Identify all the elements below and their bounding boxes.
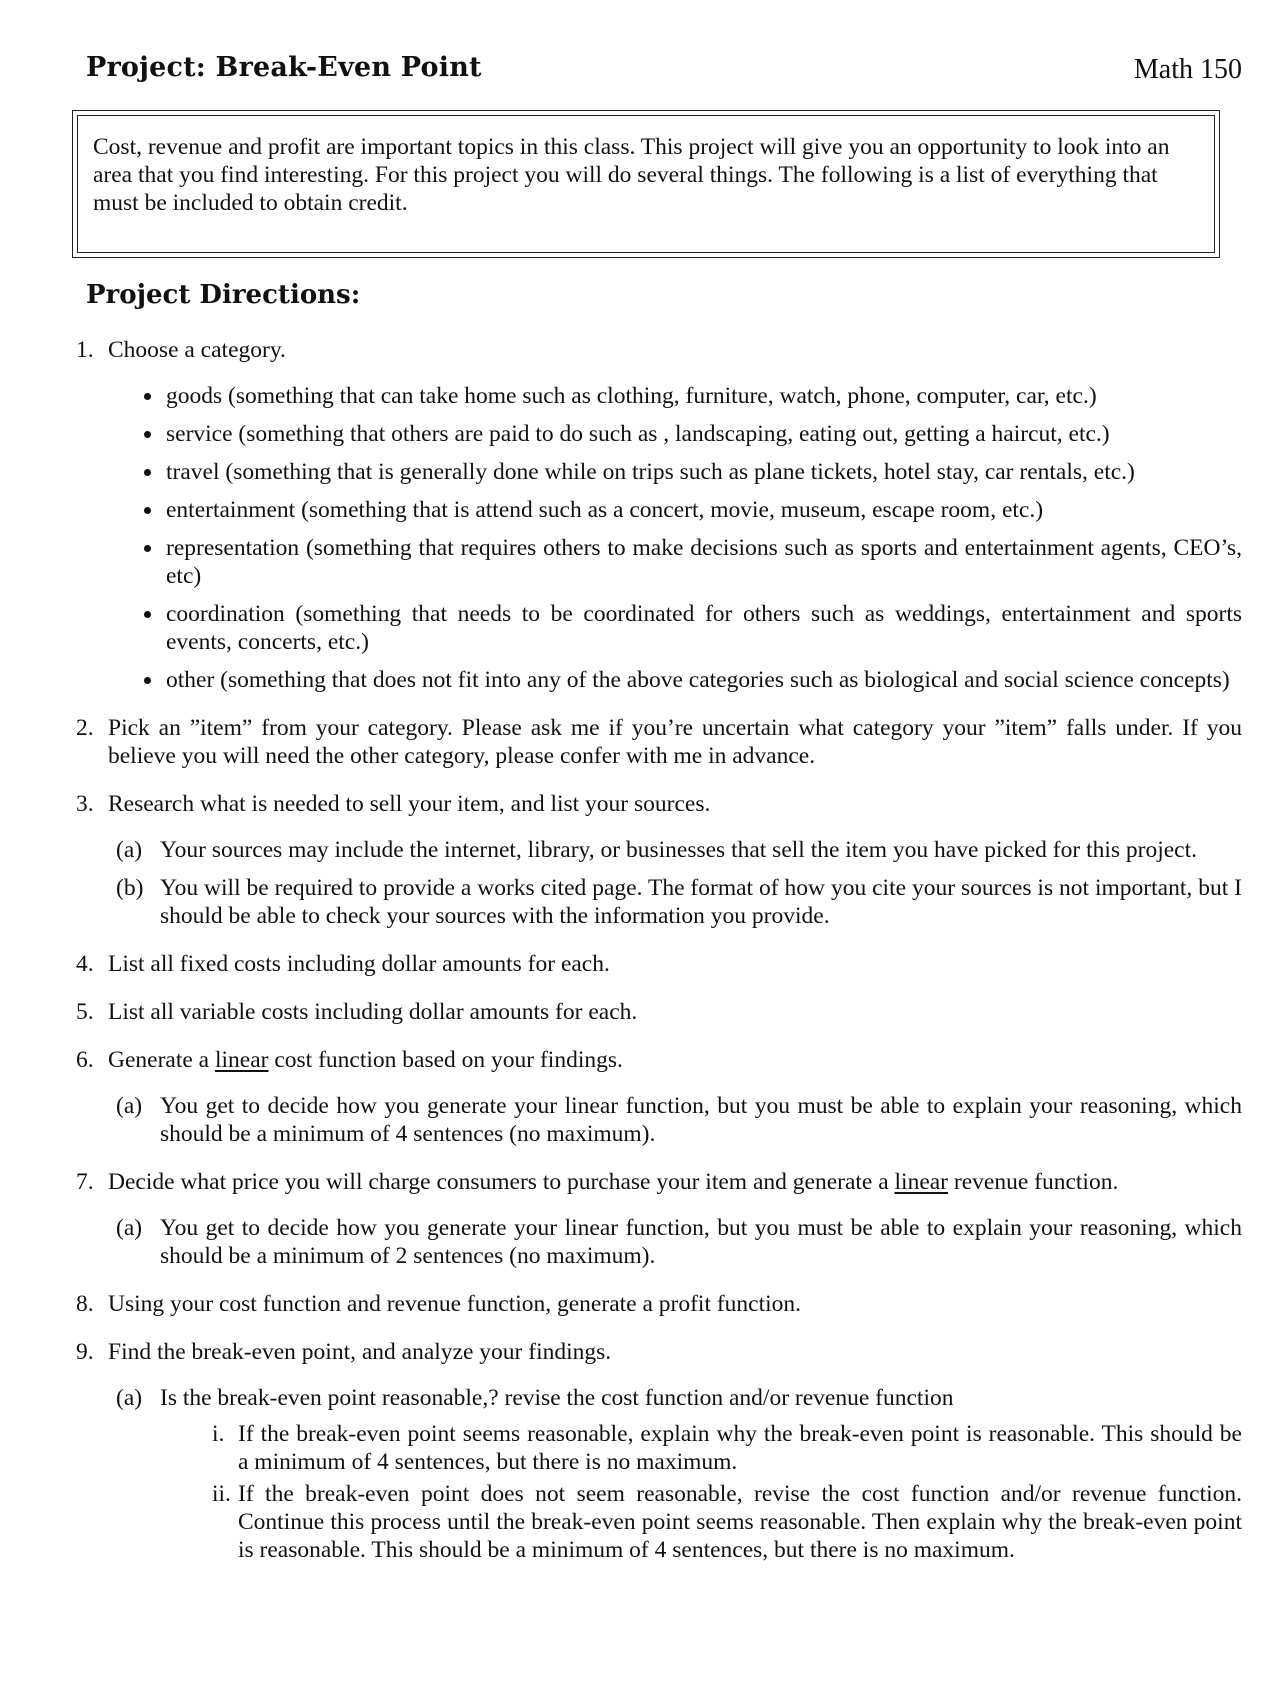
category-travel	[138, 458, 1242, 486]
bullet-text: goods (something that can take home such as clothing, furniture, watch, phone, computer, car, etc.)	[166, 383, 1097, 409]
step-text-after: cost function based on your findings.	[274, 1047, 623, 1073]
bullet-icon	[144, 677, 151, 684]
step-2	[76, 714, 1242, 770]
sub-list	[108, 1384, 1242, 1564]
step-4	[76, 950, 1242, 978]
category-list	[108, 382, 1242, 694]
underlined-word: linear	[894, 1169, 949, 1195]
category-representation	[138, 534, 1242, 590]
step-3	[76, 790, 1242, 930]
sub-text: You will be required to provide a works cited page. The format of how you cite your sources is not important, but I should be able to check your sources with the information you provide.	[160, 875, 1242, 929]
step-text-after: revenue function.	[953, 1169, 1119, 1195]
sub-list	[108, 836, 1242, 930]
step-number: 3.	[76, 791, 94, 817]
step-9	[76, 1338, 1242, 1564]
step-8	[76, 1290, 1242, 1318]
roman-label: i.	[212, 1421, 225, 1447]
underlined-word: linear	[214, 1047, 269, 1073]
bullet-text: travel (something that is generally done while on trips such as plane tickets, hotel stay, car rentals, etc.)	[166, 459, 1135, 485]
step-text	[108, 1168, 1242, 1196]
intro-text: Cost, revenue and profit are important topics in this class. This project will give you an opportunity to look into an area that you find interesting. For this project you will do several things. The following is a list of everything that must be included to obtain credit.	[93, 134, 1170, 216]
sub-item	[108, 836, 1242, 864]
step-number: 6.	[76, 1047, 94, 1073]
sub-item	[108, 874, 1242, 930]
step-number: 7.	[76, 1169, 94, 1195]
step-text: Research what is needed to sell your item, and list your sources.	[108, 791, 711, 817]
step-text-before: Decide what price you will charge consumers to purchase your item and generate a	[108, 1169, 889, 1195]
step-number: 8.	[76, 1291, 94, 1317]
page-header	[86, 52, 1242, 92]
bullet-text: entertainment (something that is attend such as a concert, movie, museum, escape room, etc.)	[166, 497, 1044, 523]
sub-label: (a)	[116, 1215, 143, 1241]
category-entertainment	[138, 496, 1242, 524]
sub-label: (a)	[116, 837, 143, 863]
bullet-text: coordination (something that needs to be coordinated for others such as weddings, entertainment and sports events, concerts, etc.)	[166, 601, 1242, 655]
step-number: 5.	[76, 999, 94, 1025]
sub-text: Is the break-even point reasonable,? revise the cost function and/or revenue function	[160, 1385, 954, 1411]
step-7	[76, 1168, 1242, 1270]
step-text: Using your cost function and revenue function, generate a profit function.	[108, 1291, 802, 1317]
roman-text: If the break-even point does not seem reasonable, revise the cost function and/or revenue function. Continue this process until the break-even point seems reasonable. Then explain why the break-even point is reasonable. This should be a minimum of 4 sentences, but there is no maximum.	[238, 1481, 1242, 1563]
category-other	[138, 666, 1242, 694]
sub-item	[108, 1092, 1242, 1148]
step-text: Choose a category.	[108, 337, 286, 363]
directions-list	[76, 336, 1242, 1584]
sub-text: You get to decide how you generate your linear function, but you must be able to explain your reasoning, which should be a minimum of 4 sentences (no maximum).	[160, 1093, 1242, 1147]
bullet-text: service (something that others are paid to do such as , landscaping, eating out, getting a haircut, etc.)	[166, 421, 1110, 447]
bullet-icon	[144, 431, 151, 438]
roman-text: If the break-even point seems reasonable, explain why the break-even point is reasonable. This should be a minimum of 4 sentences, but there is no maximum.	[238, 1421, 1242, 1475]
sub-text: Your sources may include the internet, library, or businesses that sell the item you have picked for this project.	[160, 837, 1198, 863]
sub-text: You get to decide how you generate your linear function, but you must be able to explain your reasoning, which should be a minimum of 2 sentences (no maximum).	[160, 1215, 1242, 1269]
step-5	[76, 998, 1242, 1026]
intro-box	[72, 110, 1220, 258]
step-1	[76, 336, 1242, 694]
step-text	[108, 1046, 1242, 1074]
category-goods	[138, 382, 1242, 410]
sub-label: (a)	[116, 1093, 143, 1119]
step-number: 1.	[76, 337, 94, 363]
roman-label: ii.	[212, 1481, 231, 1507]
bullet-icon	[144, 611, 151, 618]
roman-item	[204, 1480, 1242, 1564]
section-title: Project Directions:	[86, 280, 361, 310]
category-coordination	[138, 600, 1242, 656]
step-number: 4.	[76, 951, 94, 977]
category-service	[138, 420, 1242, 448]
step-number: 9.	[76, 1339, 94, 1365]
roman-list	[160, 1420, 1242, 1564]
step-text: List all variable costs including dollar amounts for each.	[108, 999, 638, 1025]
step-6	[76, 1046, 1242, 1148]
bullet-icon	[144, 545, 151, 552]
sub-item	[108, 1384, 1242, 1564]
step-text: Pick an ”item” from your category. Please ask me if you’re uncertain what category your ”item” falls under. If you believe you will need the other category, please confer with me in advance.	[108, 715, 1242, 769]
sub-label: (a)	[116, 1385, 143, 1411]
bullet-icon	[144, 507, 151, 514]
bullet-text: other (something that does not fit into any of the above categories such as biological and social science concepts)	[166, 667, 1230, 693]
step-text-before: Generate a	[108, 1047, 210, 1073]
bullet-text: representation (something that requires others to make decisions such as sports and entertainment agents, CEO’s, etc)	[166, 535, 1242, 589]
sub-label: (b)	[116, 875, 144, 901]
bullet-icon	[144, 469, 151, 476]
step-text: List all fixed costs including dollar amounts for each.	[108, 951, 610, 977]
step-text: Find the break-even point, and analyze your findings.	[108, 1339, 612, 1365]
step-number: 2.	[76, 715, 94, 741]
bullet-icon	[144, 393, 151, 400]
sub-list	[108, 1092, 1242, 1148]
sub-item	[108, 1214, 1242, 1270]
sub-list	[108, 1214, 1242, 1270]
course-label: Math 150	[1133, 54, 1242, 85]
roman-item	[204, 1420, 1242, 1476]
project-title: Project: Break-Even Point	[86, 52, 482, 83]
